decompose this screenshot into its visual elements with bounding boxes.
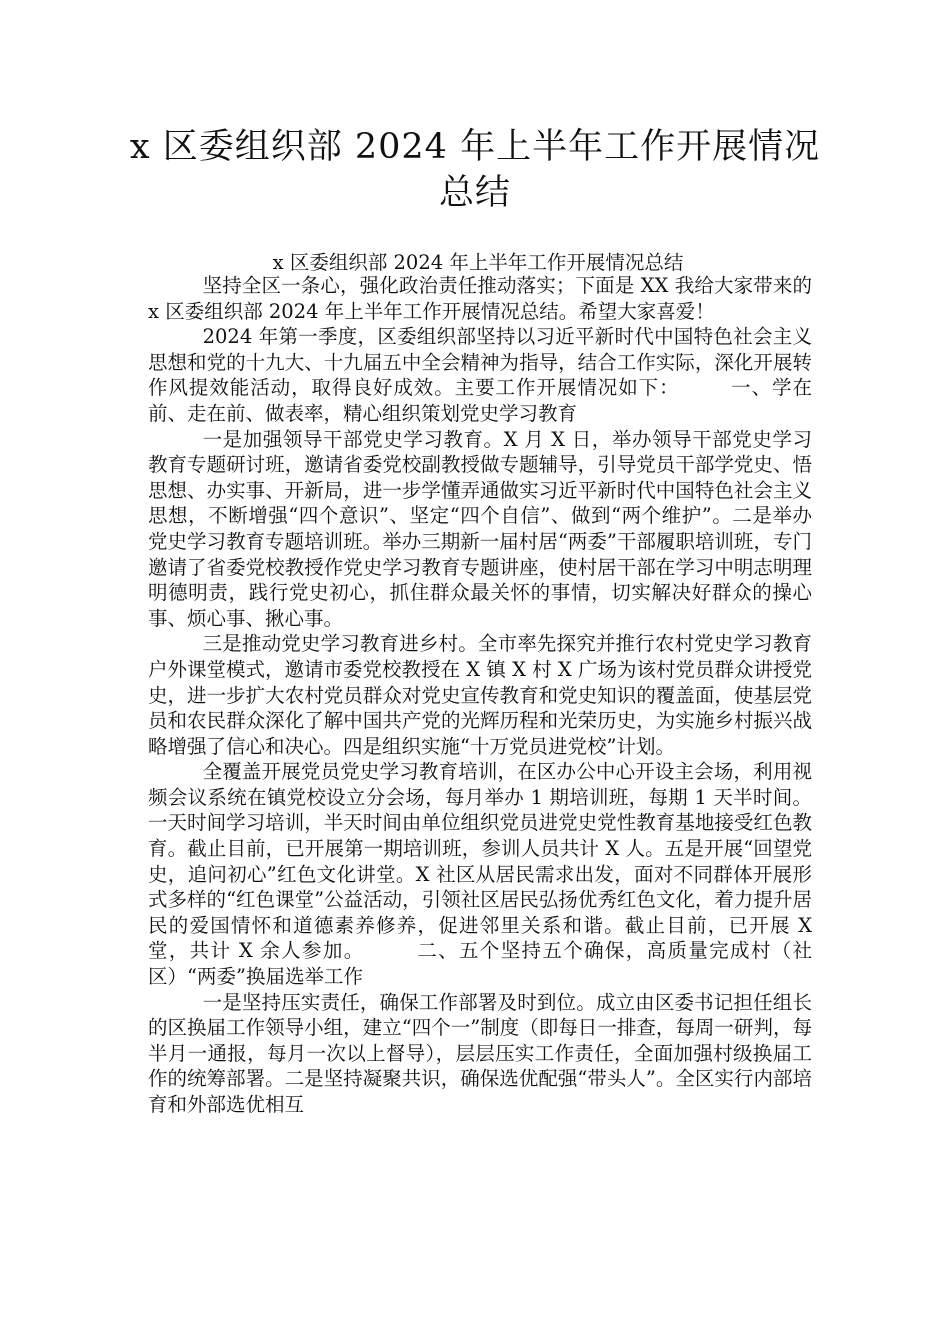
title-line-1: x 区委组织部 2024 年上半年工作开展情况	[129, 127, 821, 167]
document-body	[148, 273, 812, 1118]
paragraph: 全覆盖开展党员党史学习教育培训，在区办公中心开设主会场，利用视频会议系统在镇党校设立分会场，每月举办 1 期培训班，每期 1 天半时间。一天时间学习培训，半天时间由单位组织党员进党史党性教育基地接受红色教育。截止目前，已开展第一期培训班，参训人员共计 X 人。五是开展“回望党史，追问初心”红色文化讲堂。X 社区从居民需求出发，面对不同群体开展形式多样的“红色课堂”公益活动，引领社区居民弘扬优秀红色文化，着力提升居民的爱国情怀和道德素养修养，促进邻里关系和谐。截止目前，已开展 X 堂，共计 X 余人参加。 二、五个坚持五个确保，高质量完成村（社区）“两委”换届选举工作	[148, 760, 812, 989]
document-subtitle: x 区委组织部 2024 年上半年工作开展情况总结	[272, 251, 684, 274]
document-title	[120, 124, 830, 216]
paragraph: 2024 年第一季度，区委组织部坚持以习近平新时代中国特色社会主义思想和党的十九大、十九届五中全会精神为指导，结合工作实际，深化开展转作风提效能活动，取得良好成效。主要工作开展情况如下： 一、学在前、走在前、做表率，精心组织策划党史学习教育	[148, 325, 812, 425]
paragraph: 一是坚持压实责任，确保工作部署及时到位。成立由区委书记担任组长的区换届工作领导小组，建立“四个一”制度（即每日一排查，每周一研判，每半月一通报，每月一次以上督导），层层压实工作责任，全面加强村级换届工作的统筹部署。二是坚持凝聚共识，确保选优配强“带头人”。全区实行内部培育和外部选优相互	[148, 990, 812, 1116]
paragraph: 坚持全区一条心，强化政治责任推动落实；下面是 XX 我给大家带来的 x 区委组织部 2024 年上半年工作开展情况总结。希望大家喜爱！	[148, 274, 812, 323]
paragraph: 一是加强领导干部党史学习教育。X 月 X 日，举办领导干部党史学习教育专题研讨班，邀请省委党校副教授做专题辅导，引导党员干部学党史、悟思想、办实事、开新局，进一步学懂弄通做实习近平新时代中国特色社会主义思想，不断增强“四个意识”、坚定“四个自信”、做到“两个维护”。二是举办党史学习教育专题培训班。举办三期新一届村居“两委”干部履职培训班，专门邀请了省委党校教授作党史学习教育专题讲座，使村居干部在学习中明志明理明德明责，践行党史初心，抓住群众最关怀的事情，切实解决好群众的操心事、烦心事、揪心事。	[148, 427, 812, 630]
title-line-2: 总结	[438, 173, 511, 213]
paragraph: 三是推动党史学习教育进乡村。全市率先探究并推行农村党史学习教育户外课堂模式，邀请市委党校教授在 X 镇 X 村 X 广场为该村党员群众讲授党史，进一步扩大农村党员群众对党史宣传教育和党史知识的覆盖面，使基层党员和农民群众深化了解中国共产党的光辉历程和光荣历史，为实施乡村振兴战略增强了信心和决心。四是组织实施“十万党员进党校”计划。	[148, 632, 812, 758]
